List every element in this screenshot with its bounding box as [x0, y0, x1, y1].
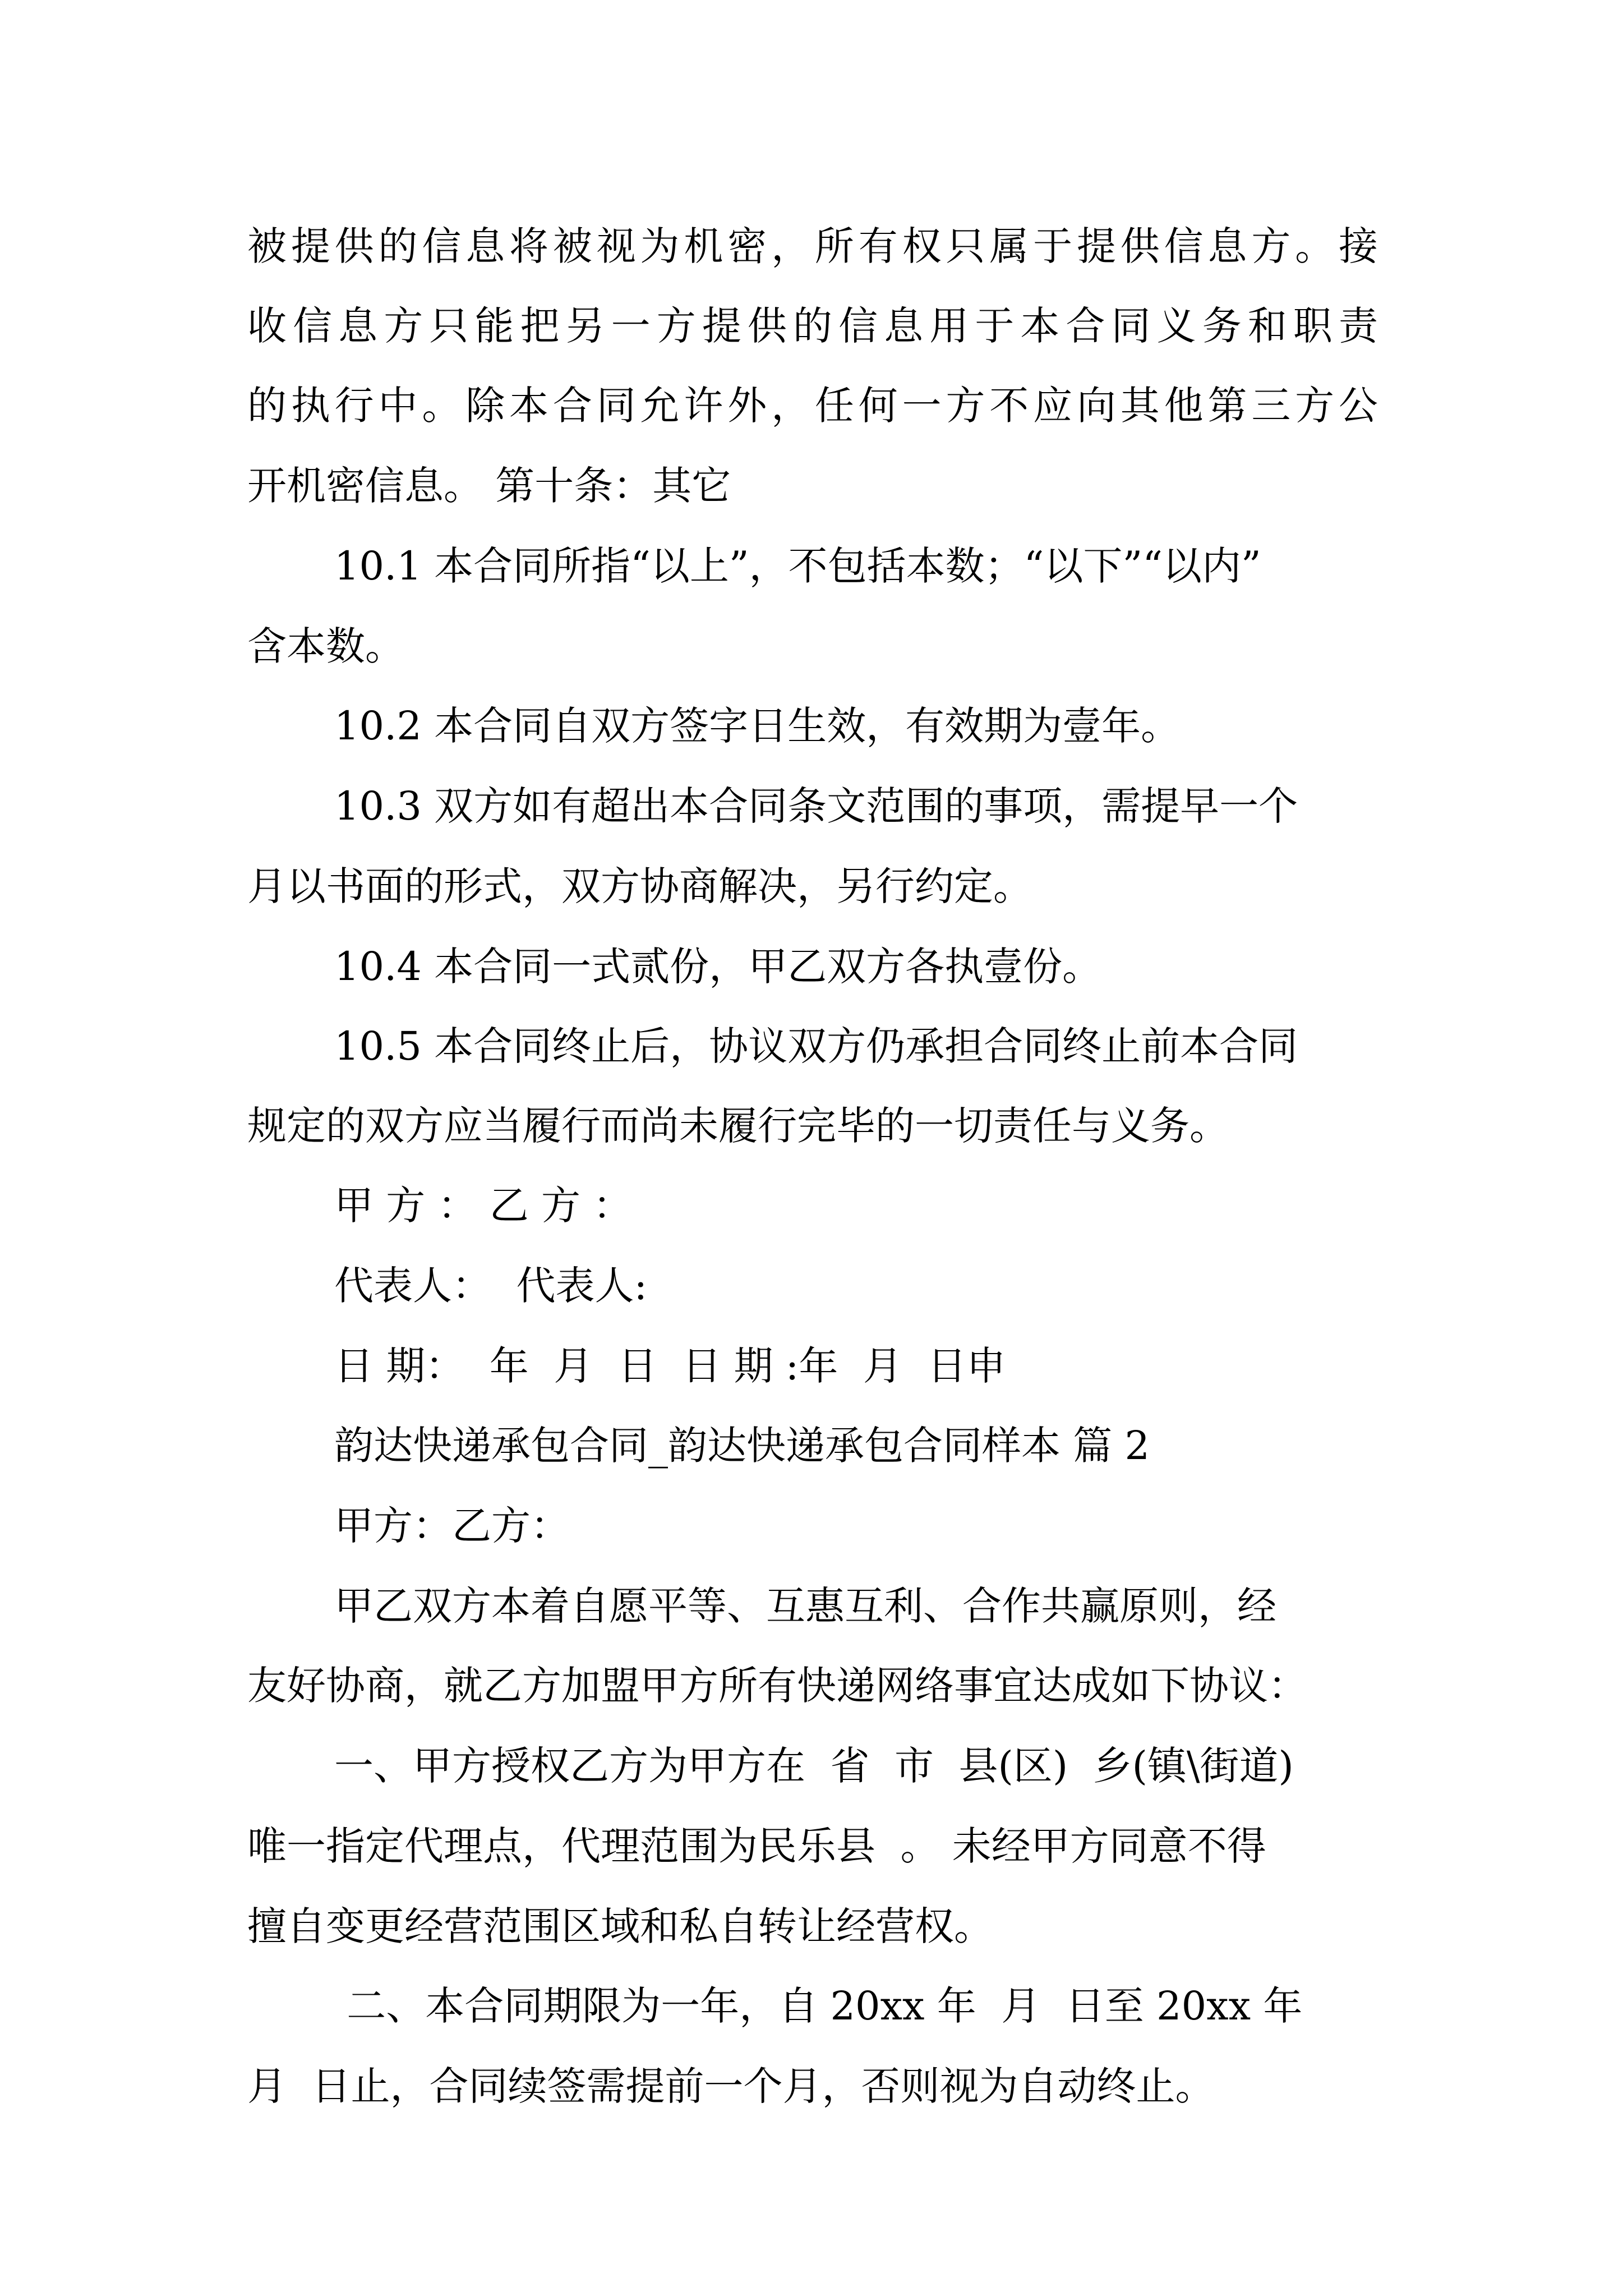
signature-date-line: 日 期： 年 月 日 日 期 :年 月 日申: [334, 1343, 1006, 1389]
signature-representative-line: 代表人： 代表人:: [334, 1263, 648, 1309]
text-line: 规定的双方应当履行而尚未履行完毕的一切责任与义务。: [247, 1103, 1229, 1149]
text-line: 10.1 本合同所指“以上”，不包括本数；“以下”“以内”: [334, 543, 1261, 589]
text-line: 10.5 本合同终止后，协议双方仍承担合同终止前本合同: [334, 1023, 1298, 1069]
text-line: 唯一指定代理点，代理范围为民乐县 。 未经甲方同意不得: [247, 1823, 1266, 1869]
text-line: 开机密信息。 第十条：其它: [247, 463, 731, 509]
text-line: 甲方：乙方：: [334, 1503, 570, 1549]
text-line: 一、甲方授权乙方为甲方在 省 市 县(区) 乡(镇\街道): [334, 1743, 1294, 1789]
text-line: 10.2 本合同自双方签字日生效，有效期为壹年。: [334, 703, 1181, 749]
section-title: 韵达快递承包合同_韵达快递承包合同样本 篇 2: [334, 1423, 1150, 1469]
text-line: 二、本合同期限为一年，自 20xx 年 月 日至 20xx 年: [334, 1983, 1303, 2029]
text-line: 的执行中。除本合同允许外，任何一方不应向其他第三方公: [247, 383, 1378, 429]
text-line: 被提供的信息将被视为机密，所有权只属于提供信息方。接: [247, 223, 1378, 269]
text-line: 擅自变更经营范围区域和私自转让经营权。: [247, 1903, 993, 1949]
text-line: 10.4 本合同一式贰份，甲乙双方各执壹份。: [334, 944, 1102, 990]
text-line: 含本数。: [247, 623, 404, 669]
text-line: 友好协商，就乙方加盟甲方所有快递网络事宜达成如下协议：: [247, 1663, 1307, 1709]
text-line: 月 日止，合同续签需提前一个月，否则视为自动终止。: [247, 2063, 1215, 2109]
text-line: 月以书面的形式，双方协商解决，另行约定。: [247, 863, 1032, 909]
text-line: 收信息方只能把另一方提供的信息用于本合同义务和职责: [247, 303, 1378, 349]
text-line: 10.3 双方如有超出本合同条文范围的事项，需提早一个: [334, 783, 1298, 829]
text-line: 甲乙双方本着自愿平等、互惠互利、合作共赢原则，经: [334, 1583, 1276, 1629]
signature-party-line: 甲 方 ： 乙 方 ：: [334, 1182, 633, 1228]
